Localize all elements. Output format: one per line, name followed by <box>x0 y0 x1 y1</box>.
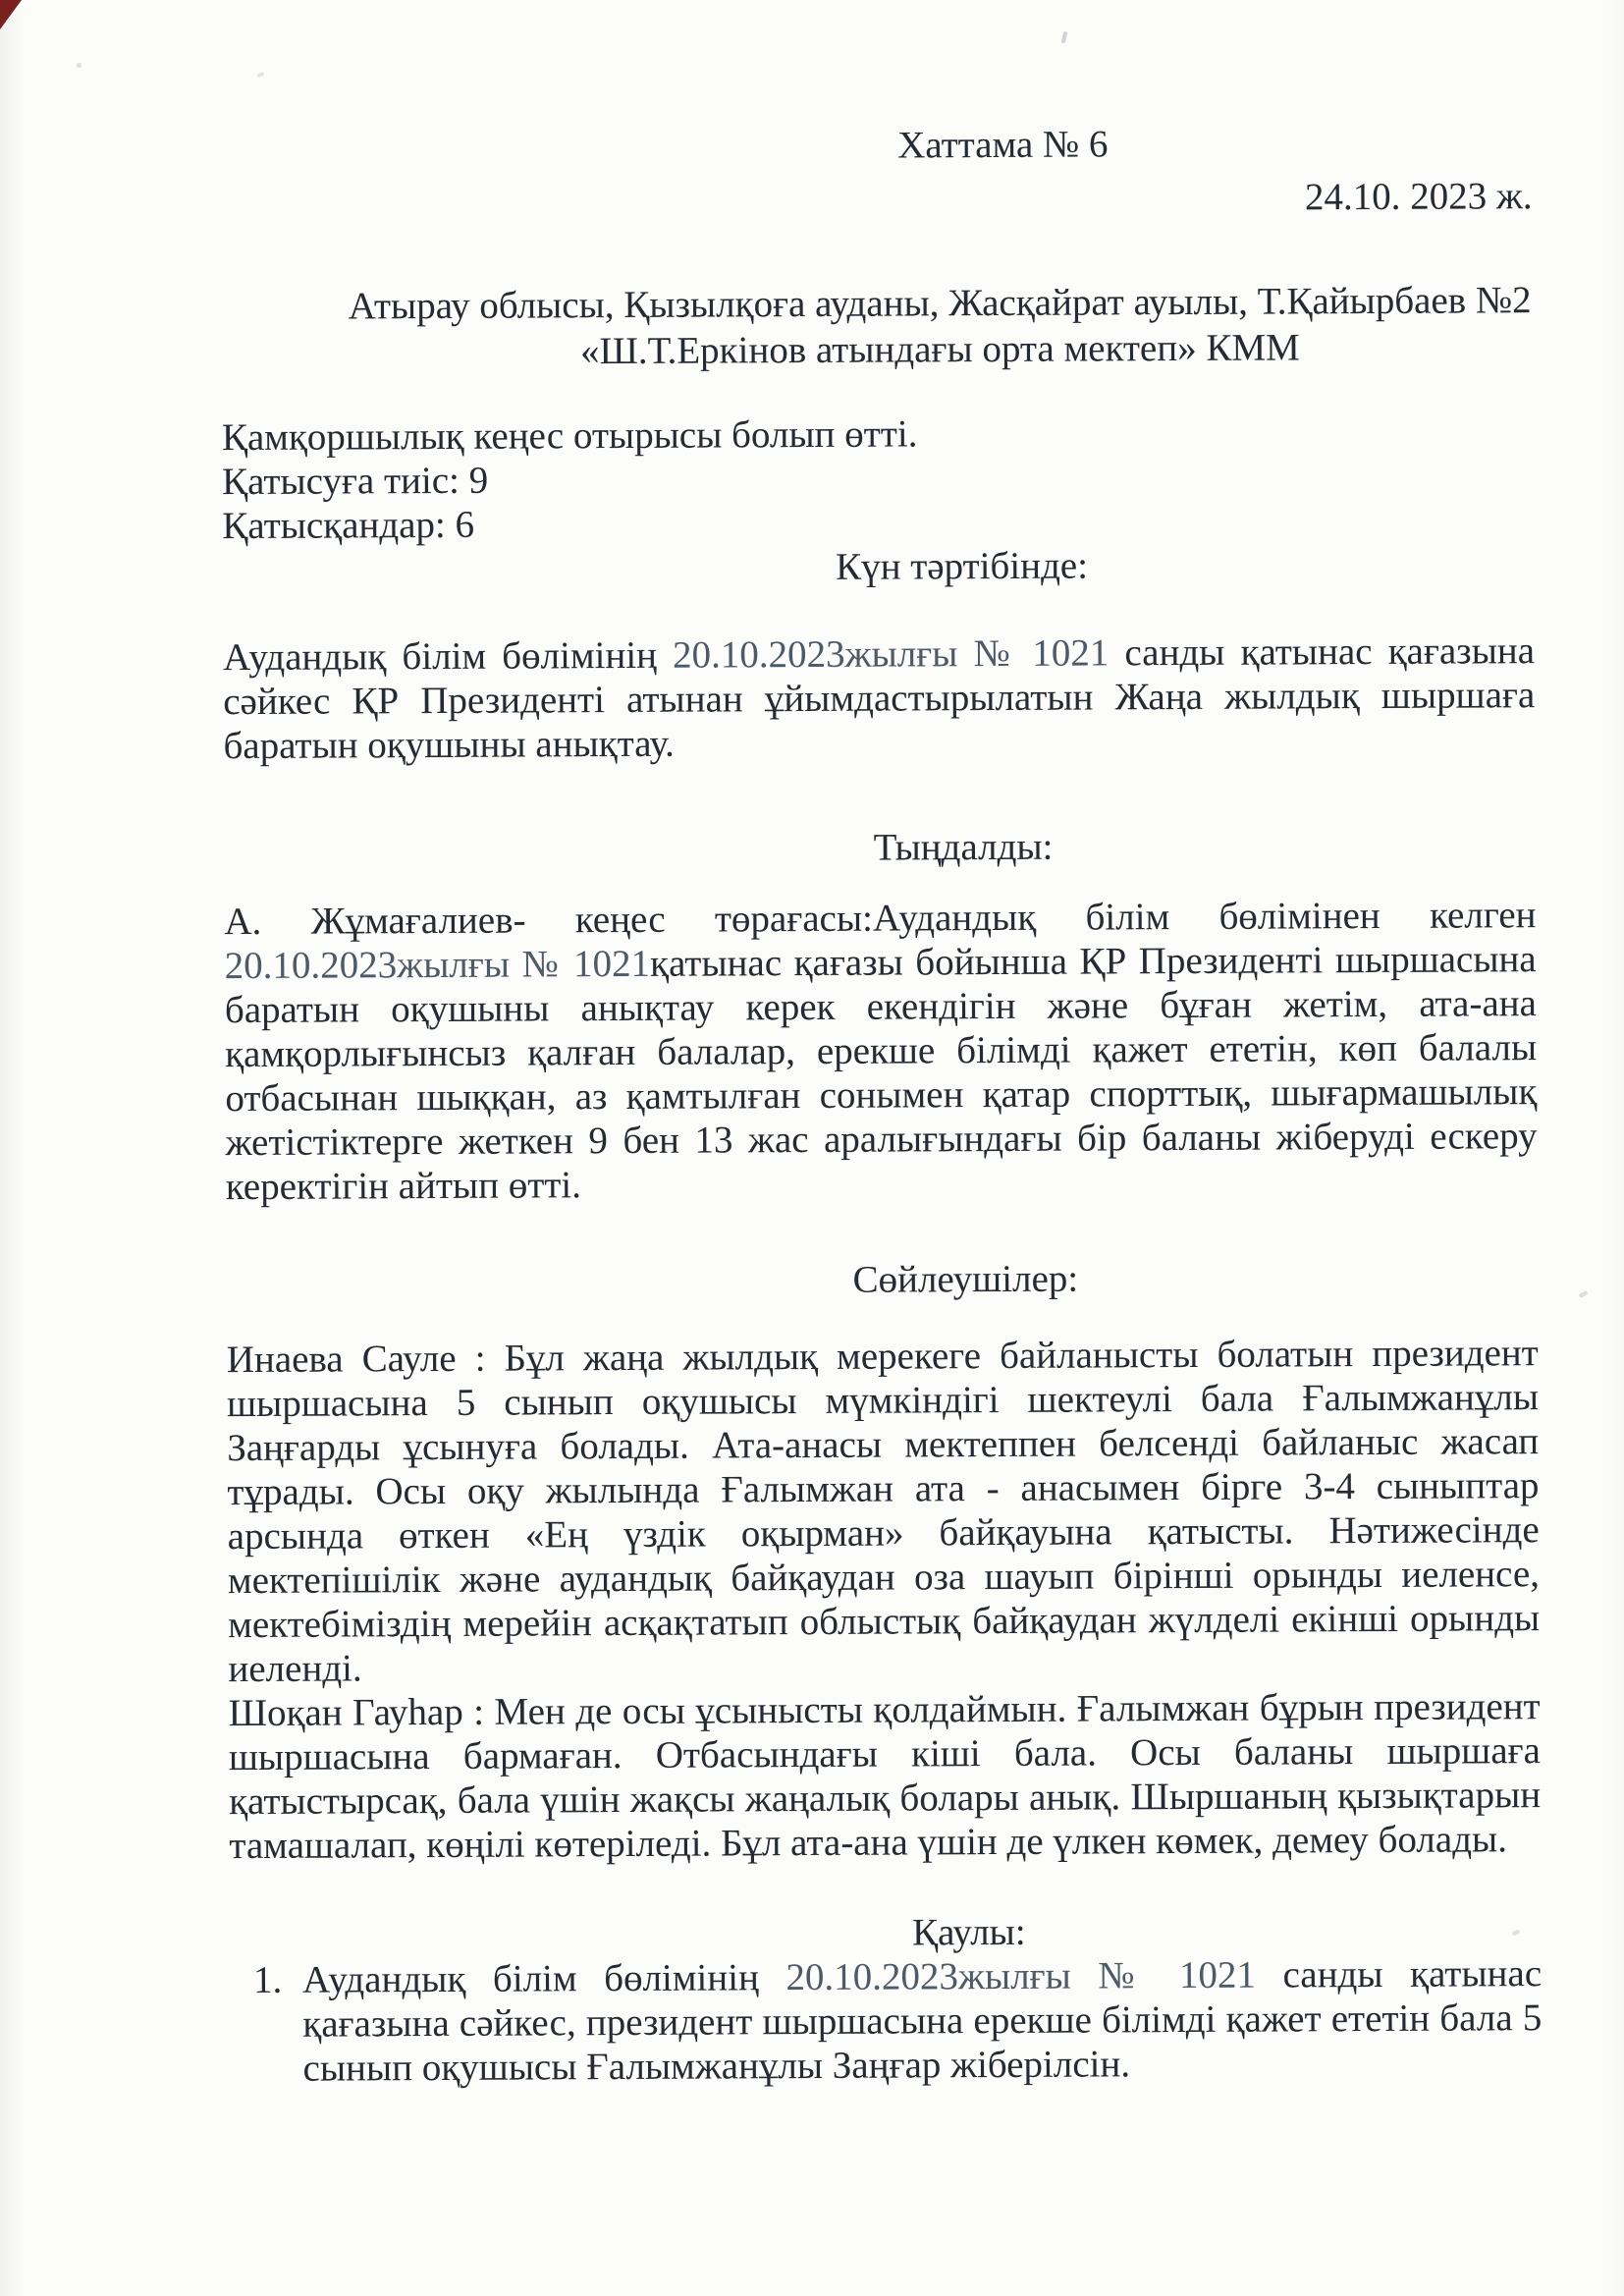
decision-item-number: 1. <box>252 1958 283 2001</box>
paragraph-text: А. Жұмағалиев- кеңес төрағасы:Аудандық білім бөлімінен келген <box>224 894 1537 944</box>
paragraph-text: Аудандық білім бөлімінің <box>222 633 674 680</box>
inserted-reference-text: 20.10.2023жылғы № 1021 <box>673 631 1110 677</box>
decision-item-text <box>302 1951 1543 2091</box>
listened-paragraph <box>224 893 1538 1209</box>
speaker-1-paragraph <box>227 1331 1541 1691</box>
inserted-reference-text: 20.10.2023жылғы № 1021 <box>785 1953 1257 1999</box>
speakers-heading: Сөйлеушілер: <box>852 1257 1079 1301</box>
meeting-info-line-3: Қатысқандар: 6 <box>222 503 475 548</box>
document-date: 24.10. 2023 ж. <box>1304 175 1533 219</box>
organization-line-2: «Ш.Т.Еркінов атындағы орта мектеп» КММ <box>579 326 1300 373</box>
decision-heading: Қаулы: <box>911 1910 1026 1954</box>
paragraph-text: санды қатынас қағазына сәйкес ҚР Президенті атынан ұйымдастырылатын Жаңа жылдық шыршаға баратын оқушыны анықтау. <box>223 629 1536 768</box>
speaker-2-paragraph <box>229 1684 1542 1868</box>
paragraph-text: Аудандық білім бөлімінің <box>301 1956 786 2001</box>
inserted-reference-text: 20.10.2023жылғы № 1021 <box>224 942 651 988</box>
paragraph-text: Инаева Сауле : Бұл жаңа жылдық мерекеге байланысты болатын президент шыршасына 5 сынып оқушысы мүмкіндігі шектеулі бала Ғалымжанұлы Заңғарды ұсынуға болады. Ата-анасы мектеппен белсенді байланыс жасап тұрады. Осы оқу жылында Ғалымжан ата - анасымен бірге 3-4 сыныптар арсында өткен «Ең үздік оқырман» байқауына қатысты. Нәтижесінде мектепішілік және аудандық байқаудан оза шауып бірінші орынды иеленсе, мектебіміздің мерейін асқақтатып облыстық байқаудан жүлделі екінші орынды иеленді. <box>226 1332 1541 1691</box>
agenda-heading: Күн тәртібінде: <box>836 544 1089 588</box>
meeting-info <box>222 409 1535 548</box>
paragraph-text: санды қатынас қағазына сәйкес, президент шыршасына ерекше білімді қажет ететін бала 5 сынып оқушысы Ғалымжанұлы Заңғар жіберілсін. <box>302 1952 1543 2090</box>
meeting-info-line-1: Қамқоршылық кеңес отырысы болып өтті. <box>221 412 918 460</box>
listened-heading: Тыңдалды: <box>873 825 1054 869</box>
decision-list-item <box>230 1951 1543 2091</box>
agenda-paragraph <box>223 629 1536 768</box>
meeting-info-line-2: Қатысуға тиіс: 9 <box>221 459 489 504</box>
paragraph-text: қатынас қағазы бойынша ҚР Президенті шыршасына баратын оқушыны анықтау керек екендігін және бұған жетім, ата-ана қамқорлығынсыз қалған балалар, ерекше білімді қажет ететін, көп балалы отбасынан шыққан, аз қамтылған сонымен қатар спорттық, шығармашылық жетістіктерге жеткен 9 бен 13 жас аралығындағы бір баланы жіберуді ескеру керектігін айтып өтті. <box>224 938 1538 1209</box>
organization-line-1: Атырау облысы, Қызылқоға ауданы, Жасқайрат ауылы, Т.Қайырбаев №2 <box>348 279 1532 328</box>
document-title: Хаттама № 6 <box>897 123 1109 167</box>
organization-header <box>221 277 1533 376</box>
paragraph-text: Шоқан Гауһар : Мен де осы ұсынысты қолдаймын. Ғалымжан бұрын президент шыршасына бармаған. Отбасындағы кіші бала. Осы баланы шыршаға қатыстырсақ, бала үшін жақсы жаңалық болары анық. Шыршаның қызықтарын тамашалап, көңілі көтеріледі. Бұл ата-ана үшін де үлкен көмек, демеу болады. <box>228 1685 1542 1868</box>
